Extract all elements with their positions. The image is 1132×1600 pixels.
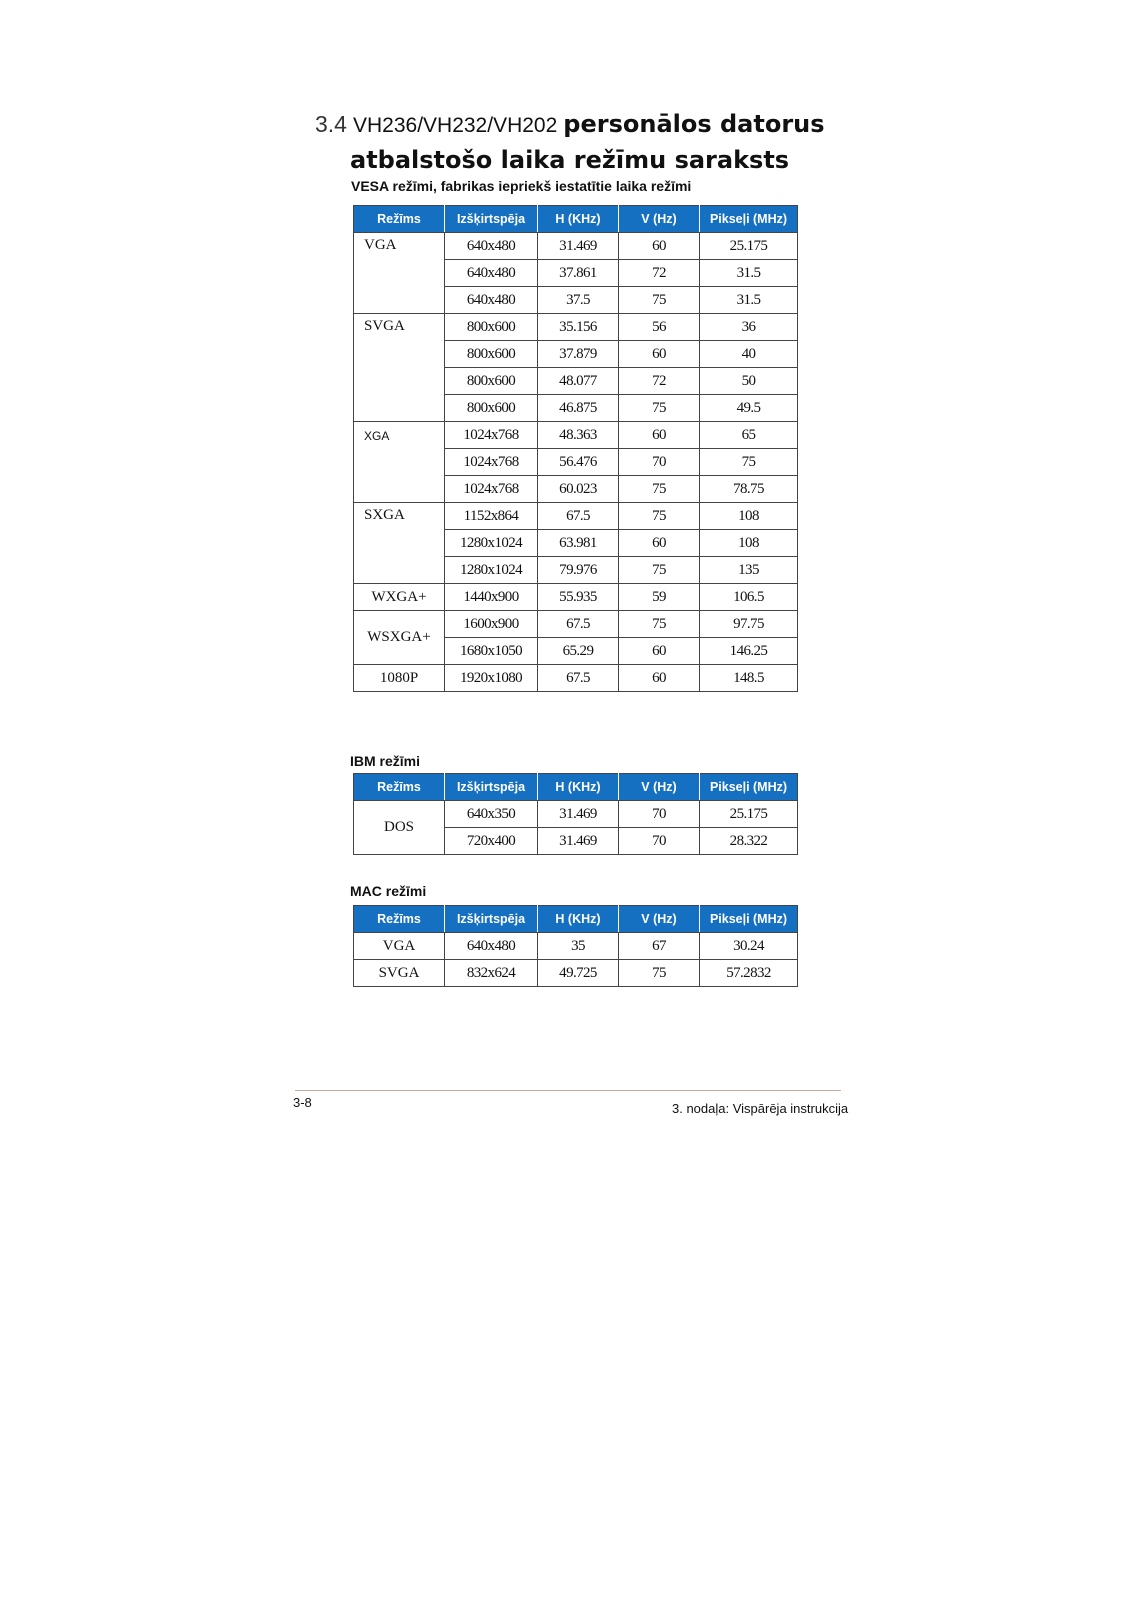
table-row <box>354 960 798 987</box>
header-mode: Režīms <box>354 774 445 801</box>
hfreq-cell: 46.875 <box>538 395 619 422</box>
mode-cell: VGA <box>354 233 445 314</box>
pixel-clock-cell: 108 <box>700 530 798 557</box>
hfreq-cell: 31.469 <box>538 801 619 828</box>
vfreq-cell: 60 <box>619 530 700 557</box>
vfreq-cell: 72 <box>619 260 700 287</box>
vfreq-cell: 72 <box>619 368 700 395</box>
pixel-clock-cell: 106.5 <box>700 584 798 611</box>
mac-heading: MAC režīmi <box>350 883 427 899</box>
mode-cell: VGA <box>354 933 445 960</box>
vfreq-cell: 70 <box>619 801 700 828</box>
pixel-clock-cell: 28.322 <box>700 828 798 855</box>
resolution-cell: 800x600 <box>445 314 538 341</box>
section-number: 3.4 <box>315 111 347 137</box>
mac-modes-table <box>353 905 798 987</box>
vfreq-cell: 60 <box>619 233 700 260</box>
hfreq-cell: 37.861 <box>538 260 619 287</box>
resolution-cell: 640x480 <box>445 933 538 960</box>
vfreq-cell: 70 <box>619 828 700 855</box>
resolution-cell: 1600x900 <box>445 611 538 638</box>
resolution-cell: 1024x768 <box>445 449 538 476</box>
pixel-clock-cell: 57.2832 <box>700 960 798 987</box>
hfreq-cell: 49.725 <box>538 960 619 987</box>
vfreq-cell: 60 <box>619 341 700 368</box>
mode-cell: SXGA <box>354 503 445 584</box>
page-title <box>315 106 875 178</box>
header-hfreq: H (KHz) <box>538 774 619 801</box>
hfreq-cell: 67.5 <box>538 665 619 692</box>
pixel-clock-cell: 30.24 <box>700 933 798 960</box>
mode-cell: WXGA+ <box>354 584 445 611</box>
mode-cell: SVGA <box>354 314 445 422</box>
vfreq-cell: 75 <box>619 960 700 987</box>
pixel-clock-cell: 75 <box>700 449 798 476</box>
table-row <box>354 933 798 960</box>
resolution-cell: 1680x1050 <box>445 638 538 665</box>
pixel-clock-cell: 31.5 <box>700 260 798 287</box>
table-row <box>354 503 798 530</box>
resolution-cell: 1280x1024 <box>445 557 538 584</box>
resolution-cell: 720x400 <box>445 828 538 855</box>
vfreq-cell: 75 <box>619 287 700 314</box>
resolution-cell: 800x600 <box>445 341 538 368</box>
page-number: 3-8 <box>293 1095 312 1110</box>
hfreq-cell: 60.023 <box>538 476 619 503</box>
header-pixel-clock: Pikseļi (MHz) <box>700 206 798 233</box>
table-header-row <box>354 206 798 233</box>
resolution-cell: 640x350 <box>445 801 538 828</box>
resolution-cell: 1152x864 <box>445 503 538 530</box>
table-row <box>354 611 798 638</box>
pixel-clock-cell: 108 <box>700 503 798 530</box>
hfreq-cell: 67.5 <box>538 503 619 530</box>
resolution-cell: 800x600 <box>445 395 538 422</box>
vesa-heading: VESA režīmi, fabrikas iepriekš iestatītie laika režīmi <box>351 178 692 194</box>
vfreq-cell: 60 <box>619 638 700 665</box>
header-mode: Režīms <box>354 206 445 233</box>
pixel-clock-cell: 50 <box>700 368 798 395</box>
pixel-clock-cell: 49.5 <box>700 395 798 422</box>
hfreq-cell: 48.363 <box>538 422 619 449</box>
pixel-clock-cell: 25.175 <box>700 801 798 828</box>
resolution-cell: 640x480 <box>445 233 538 260</box>
mode-cell: SVGA <box>354 960 445 987</box>
vfreq-cell: 60 <box>619 665 700 692</box>
header-resolution: Izšķirtspēja <box>445 774 538 801</box>
hfreq-cell: 67.5 <box>538 611 619 638</box>
ibm-modes-table <box>353 773 798 855</box>
pixel-clock-cell: 135 <box>700 557 798 584</box>
resolution-cell: 800x600 <box>445 368 538 395</box>
table-header-row <box>354 774 798 801</box>
title-line2-text: atbalstošo laika režīmu saraksts <box>350 146 790 174</box>
vfreq-cell: 75 <box>619 503 700 530</box>
mode-cell: DOS <box>354 801 445 855</box>
pixel-clock-cell: 36 <box>700 314 798 341</box>
mode-cell: WSXGA+ <box>354 611 445 665</box>
hfreq-cell: 55.935 <box>538 584 619 611</box>
header-vfreq: V (Hz) <box>619 206 700 233</box>
table-row <box>354 233 798 260</box>
resolution-cell: 832x624 <box>445 960 538 987</box>
vesa-modes-table <box>353 205 798 692</box>
table-header-row <box>354 906 798 933</box>
title-line1-text: personālos datorus <box>563 110 825 138</box>
pixel-clock-cell: 146.25 <box>700 638 798 665</box>
vfreq-cell: 75 <box>619 557 700 584</box>
vfreq-cell: 56 <box>619 314 700 341</box>
table-row <box>354 584 798 611</box>
hfreq-cell: 31.469 <box>538 828 619 855</box>
header-vfreq: V (Hz) <box>619 906 700 933</box>
hfreq-cell: 37.879 <box>538 341 619 368</box>
header-pixel-clock: Pikseļi (MHz) <box>700 906 798 933</box>
vfreq-cell: 60 <box>619 422 700 449</box>
table-row <box>354 422 798 449</box>
resolution-cell: 1920x1080 <box>445 665 538 692</box>
footer-divider <box>295 1090 841 1091</box>
hfreq-cell: 31.469 <box>538 233 619 260</box>
hfreq-cell: 37.5 <box>538 287 619 314</box>
mode-cell: 1080P <box>354 665 445 692</box>
mode-cell: XGA <box>354 422 445 503</box>
header-resolution: Izšķirtspēja <box>445 906 538 933</box>
vfreq-cell: 70 <box>619 449 700 476</box>
resolution-cell: 1024x768 <box>445 422 538 449</box>
pixel-clock-cell: 31.5 <box>700 287 798 314</box>
resolution-cell: 1280x1024 <box>445 530 538 557</box>
ibm-heading: IBM režīmi <box>350 753 421 769</box>
pixel-clock-cell: 40 <box>700 341 798 368</box>
hfreq-cell: 35.156 <box>538 314 619 341</box>
hfreq-cell: 48.077 <box>538 368 619 395</box>
vfreq-cell: 75 <box>619 476 700 503</box>
header-vfreq: V (Hz) <box>619 774 700 801</box>
table-row <box>354 314 798 341</box>
table-row <box>354 665 798 692</box>
hfreq-cell: 79.976 <box>538 557 619 584</box>
resolution-cell: 1440x900 <box>445 584 538 611</box>
resolution-cell: 1024x768 <box>445 476 538 503</box>
header-mode: Režīms <box>354 906 445 933</box>
vfreq-cell: 75 <box>619 395 700 422</box>
header-hfreq: H (KHz) <box>538 206 619 233</box>
pixel-clock-cell: 25.175 <box>700 233 798 260</box>
header-pixel-clock: Pikseļi (MHz) <box>700 774 798 801</box>
table-row <box>354 801 798 828</box>
hfreq-cell: 65.29 <box>538 638 619 665</box>
pixel-clock-cell: 97.75 <box>700 611 798 638</box>
model-names: VH236/VH232/VH202 <box>352 114 558 137</box>
hfreq-cell: 63.981 <box>538 530 619 557</box>
header-resolution: Izšķirtspēja <box>445 206 538 233</box>
header-hfreq: H (KHz) <box>538 906 619 933</box>
hfreq-cell: 56.476 <box>538 449 619 476</box>
pixel-clock-cell: 78.75 <box>700 476 798 503</box>
vfreq-cell: 59 <box>619 584 700 611</box>
hfreq-cell: 35 <box>538 933 619 960</box>
vfreq-cell: 67 <box>619 933 700 960</box>
pixel-clock-cell: 65 <box>700 422 798 449</box>
resolution-cell: 640x480 <box>445 260 538 287</box>
vfreq-cell: 75 <box>619 611 700 638</box>
resolution-cell: 640x480 <box>445 287 538 314</box>
chapter-title: 3. nodaļa: Vispārēja instrukcija <box>672 1101 849 1116</box>
pixel-clock-cell: 148.5 <box>700 665 798 692</box>
